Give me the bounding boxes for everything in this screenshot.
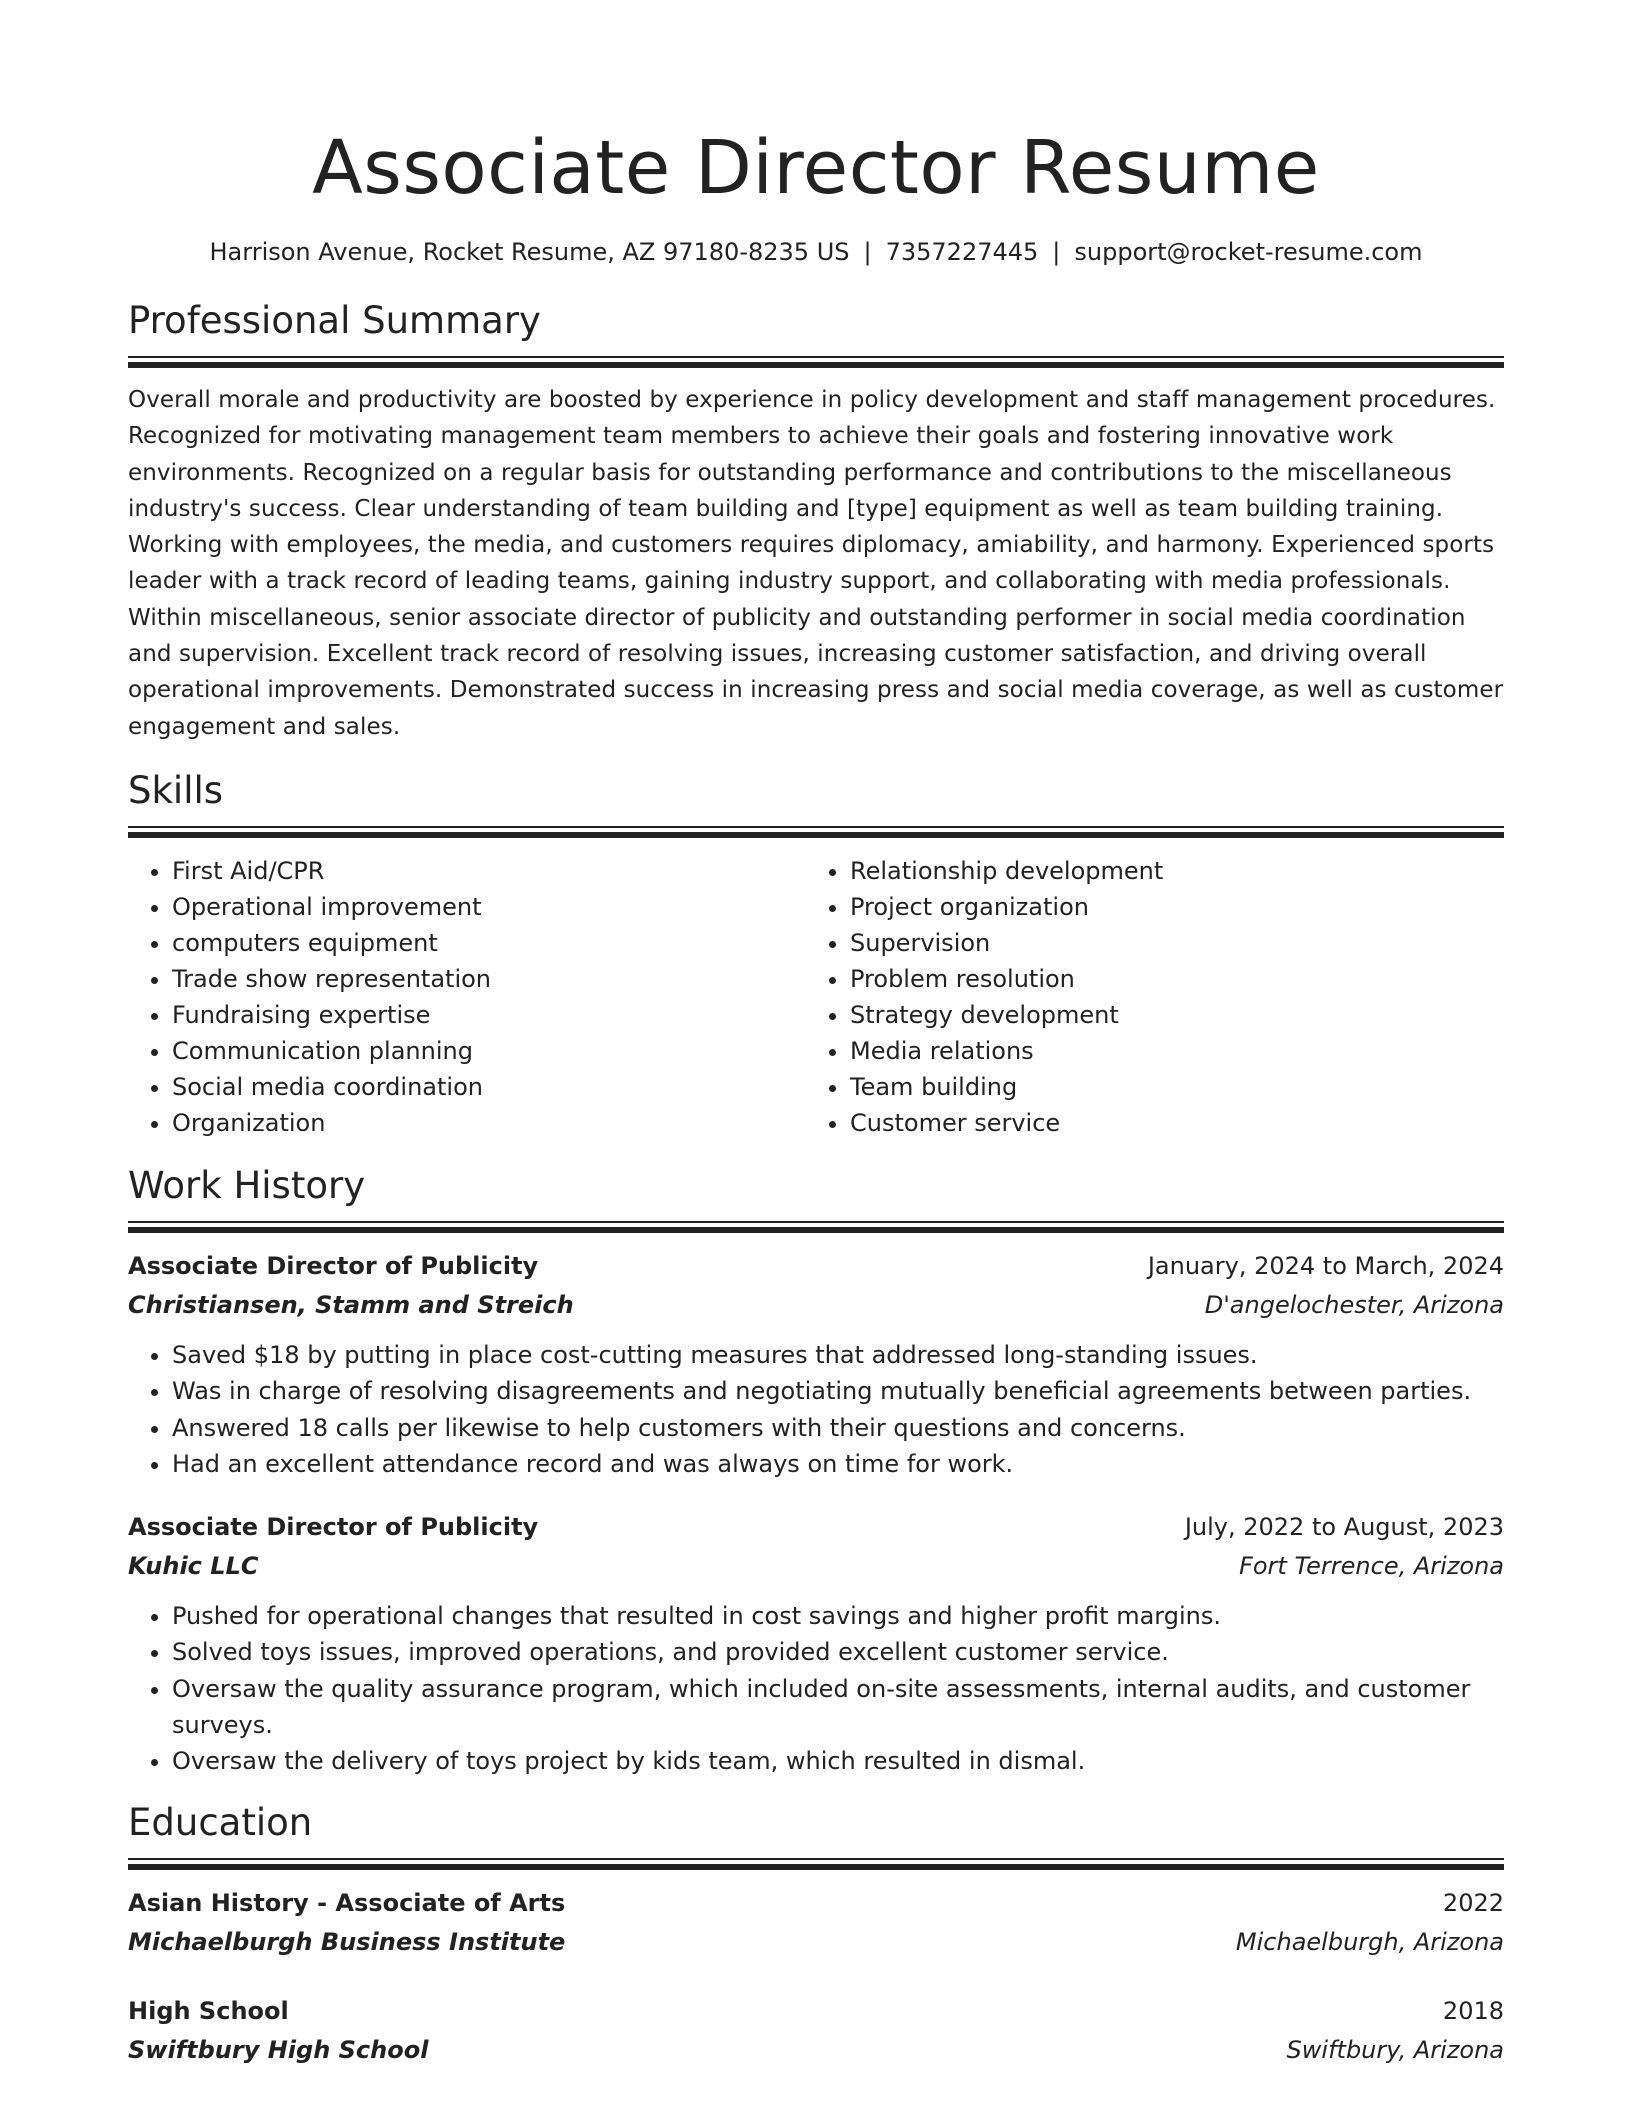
job-company: Kuhic LLC [128, 1552, 259, 1581]
job-bullet: • Oversaw the delivery of toys project by kids team, which resulted in dismal. [172, 1743, 1504, 1779]
contact-email: support@rocket-resume.com [1074, 238, 1423, 266]
skill-item: • First Aid/CPR [172, 853, 806, 889]
skill-item: • Relationship development [850, 853, 1484, 889]
skill-item: • computers equipment [172, 925, 806, 961]
job-bullet: • Had an excellent attendance record and was always on time for work. [172, 1446, 1504, 1482]
skill-item: • Problem resolution [850, 961, 1484, 997]
section-heading: Education [128, 1800, 313, 1844]
skill-item: • Supervision [850, 925, 1484, 961]
job-bullets [128, 1598, 1504, 1779]
job-bullet: • Was in charge of resolving disagreements and negotiating mutually beneficial agreements between parties. [172, 1373, 1504, 1409]
skills-list-left [128, 853, 806, 1141]
skill-item: • Operational improvement [172, 889, 806, 925]
job-bullets [128, 1337, 1504, 1482]
summary-text: Overall morale and productivity are boosted by experience in policy development and staff management procedures. Recognized for motivating management team members to achieve their goals and fostering innovative work environments. Recognized on a regular basis for outstanding performance and contributions to the miscellaneous industry's success. Clear understanding of team building and [type] equipment as well as team building training. Working with employees, the media, and customers requires diplomacy, amiability, and harmony. Experienced sports leader with a track record of leading teams, gaining industry support, and collaborating with media professionals. Within miscellaneous, senior associate director of publicity and outstanding performer in social media coordination and supervision. Excellent track record of resolving issues, increasing customer satisfaction, and driving overall operational improvements. Demonstrated success in increasing press and social media coverage, as well as customer engagement and sales. [128, 387, 1504, 740]
skill-item: • Fundraising expertise [172, 997, 806, 1033]
skill-item: • Media relations [850, 1033, 1484, 1069]
job-title: Associate Director of Publicity [128, 1513, 539, 1542]
education-entry [128, 1884, 1504, 1962]
education-school: Michaelburgh Business Institute [128, 1927, 566, 1956]
job-subheader [128, 1285, 1504, 1325]
section-divider [128, 1221, 1504, 1233]
education-year: 2018 [1442, 1996, 1504, 2025]
job-entry [128, 1508, 1504, 1779]
education-location: Michaelburgh, Arizona [1235, 1927, 1504, 1956]
skills-columns [128, 853, 1504, 1141]
job-header [128, 1247, 1504, 1285]
skill-item: • Social media coordination [172, 1069, 806, 1105]
education-degree: High School [128, 1996, 289, 2025]
education-year: 2022 [1442, 1888, 1504, 1917]
education-subheader [128, 1922, 1504, 1962]
skill-item: • Project organization [850, 889, 1484, 925]
section-divider [128, 1858, 1504, 1870]
contact-phone: 7357227445 [885, 238, 1039, 266]
job-entry [128, 1247, 1504, 1482]
education-school: Swiftbury High School [128, 2035, 429, 2064]
section-heading: Skills [128, 768, 224, 812]
education-subheader [128, 2030, 1504, 2070]
section-divider [128, 356, 1504, 368]
job-bullet: • Saved $18 by putting in place cost-cutting measures that addressed long-standing issues. [172, 1337, 1504, 1373]
work-history-section [128, 1163, 1504, 1780]
job-bullet: • Solved toys issues, improved operations, and provided excellent customer service. [172, 1634, 1504, 1670]
education-header [128, 1884, 1504, 1922]
education-section [128, 1800, 1504, 2070]
job-subheader [128, 1546, 1504, 1586]
job-header [128, 1508, 1504, 1546]
resume-title: Associate Director Resume [312, 125, 1320, 211]
skill-item: • Strategy development [850, 997, 1484, 1033]
contact-separator: | [1052, 238, 1061, 266]
skills-list-right [806, 853, 1484, 1141]
contact-separator: | [863, 238, 872, 266]
skill-item: • Communication planning [172, 1033, 806, 1069]
contact-address: Harrison Avenue, Rocket Resume, AZ 97180-8235 US [209, 238, 850, 266]
section-divider [128, 826, 1504, 838]
section-heading: Work History [128, 1163, 366, 1207]
resume-page [128, 0, 1504, 2070]
job-dates: July, 2022 to August, 2023 [1184, 1513, 1504, 1542]
education-degree: Asian History - Associate of Arts [128, 1888, 566, 1917]
section-heading: Professional Summary [128, 299, 541, 342]
skill-item: • Organization [172, 1105, 806, 1141]
contact-line [128, 236, 1504, 268]
skills-section [128, 768, 1504, 1141]
education-entry [128, 1992, 1504, 2070]
job-company: Christiansen, Stamm and Streich [128, 1290, 574, 1319]
skill-item: • Trade show representation [172, 961, 806, 997]
job-bullet: • Answered 18 calls per likewise to help customers with their questions and concerns. [172, 1410, 1504, 1446]
job-title: Associate Director of Publicity [128, 1251, 539, 1280]
summary-section [128, 298, 1504, 745]
education-location: Swiftbury, Arizona [1286, 2035, 1504, 2064]
skill-item: • Team building [850, 1069, 1484, 1105]
skill-item: • Customer service [850, 1105, 1484, 1141]
job-bullet: • Oversaw the quality assurance program, which included on-site assessments, internal audits, and customer surveys. [172, 1671, 1504, 1744]
job-location: D'angelochester, Arizona [1204, 1290, 1504, 1319]
education-header [128, 1992, 1504, 2030]
job-dates: January, 2024 to March, 2024 [1147, 1251, 1504, 1280]
job-location: Fort Terrence, Arizona [1239, 1552, 1504, 1581]
job-bullet: • Pushed for operational changes that resulted in cost savings and higher profit margins. [172, 1598, 1504, 1634]
